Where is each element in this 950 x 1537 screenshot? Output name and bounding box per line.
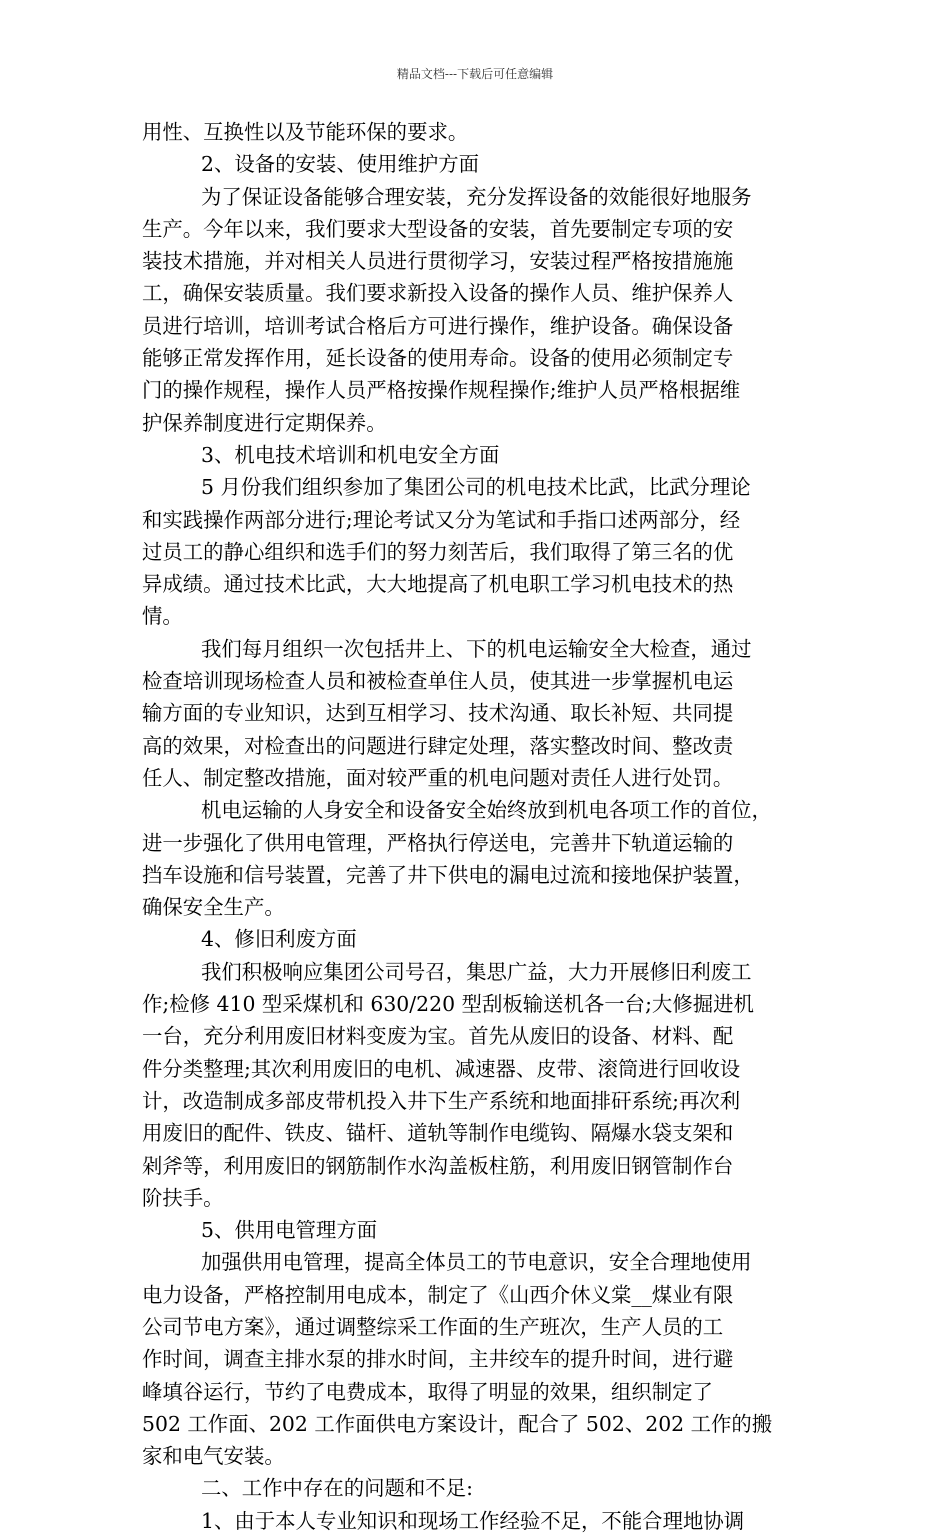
text-line: 装技术措施，并对相关人员进行贯彻学习，安装过程严格按措施施 [142, 249, 734, 274]
text-line: 进一步强化了供用电管理，严格执行停送电，完善井下轨道运输的 [142, 830, 734, 855]
text-line: 502 工作面、202 工作面供电方案设计，配合了 502、202 工作的搬 [142, 1411, 773, 1436]
text-line: 电力设备，严格控制用电成本，制定了《山西介休义棠__煤业有限 [142, 1282, 734, 1307]
text-line: 过员工的静心组织和选手们的努力刻苦后，我们取得了第三名的优 [142, 539, 734, 564]
text-line: 3、机电技术培训和机电安全方面 [201, 442, 500, 467]
text-line: 一台，充分利用废旧材料变废为宝。首先从废旧的设备、材料、配 [142, 1024, 734, 1049]
text-line: 任人、制定整改措施，面对较严重的机电问题对责任人进行处罚。 [142, 765, 734, 790]
text-line: 护保养制度进行定期保养。 [142, 410, 387, 435]
text-line: 高的效果，对检查出的问题进行肆定处理，落实整改时间、整改责 [142, 733, 734, 758]
text-line: 阶扶手。 [142, 1185, 224, 1210]
text-line: 二、工作中存在的问题和不足: [201, 1476, 473, 1501]
text-line: 门的操作规程，操作人员严格按操作规程操作;维护人员严格根据维 [142, 378, 741, 403]
text-line: 工，确保安装质量。我们要求新投入设备的操作人员、维护保养人 [142, 281, 734, 306]
text-line: 5、供用电管理方面 [201, 1218, 378, 1243]
text-line: 件分类整理;其次利用废旧的电机、减速器、皮带、滚筒进行回收设 [142, 1056, 741, 1081]
text-line: 作;检修 410 型采煤机和 630/220 型刮板输送机各一台;大修掘进机 [142, 992, 754, 1017]
text-line: 生产。今年以来，我们要求大型设备的安装，首先要制定专项的安 [142, 216, 734, 241]
text-line: 5 月份我们组织参加了集团公司的机电技术比武，比武分理论 [201, 475, 751, 500]
text-line: 1、由于本人专业知识和现场工作经验不足，不能合理地协调 [201, 1508, 745, 1533]
text-line: 能够正常发挥作用，延长设备的使用寿命。设备的使用必须制定专 [142, 346, 734, 371]
text-line: 加强供用电管理，提高全体员工的节电意识，安全合理地使用 [201, 1250, 752, 1275]
text-line: 4、修旧利废方面 [201, 927, 357, 952]
text-line: 情。 [142, 604, 183, 629]
text-line: 员进行培训，培训考试合格后方可进行操作，维护设备。确保设备 [142, 313, 734, 338]
text-line: 检查培训现场检查人员和被检查单住人员，使其进一步掌握机电运 [142, 669, 734, 694]
text-line: 异成绩。通过技术比武，大大地提高了机电职工学习机电技术的热 [142, 572, 734, 597]
text-line: 输方面的专业知识，达到互相学习、技术沟通、取长补短、共同提 [142, 701, 734, 726]
text-line: 家和电气安装。 [142, 1444, 285, 1469]
text-line: 挡车设施和信号装置，完善了井下供电的漏电过流和接地保护装置， [142, 862, 754, 887]
text-line: 和实践操作两部分进行;理论考试又分为笔试和手指口述两部分，经 [142, 507, 741, 532]
text-line: 2、设备的安装、使用维护方面 [201, 152, 480, 177]
text-line: 为了保证设备能够合理安装，充分发挥设备的效能很好地服务 [201, 184, 752, 209]
text-line: 公司节电方案》，通过调整综采工作面的生产班次，生产人员的工 [142, 1314, 724, 1339]
text-line: 峰填谷运行，节约了电费成本，取得了明显的效果，组织制定了 [142, 1379, 713, 1404]
text-line: 用废旧的配件、铁皮、锚杆、道轨等制作电缆钩、隔爆水袋支架和 [142, 1121, 734, 1146]
text-line: 我们积极响应集团公司号召，集思广益，大力开展修旧利废工 [201, 959, 752, 984]
document-body [142, 116, 814, 1537]
text-line: 我们每月组织一次包括井上、下的机电运输安全大检查，通过 [201, 636, 752, 661]
text-line: 剁斧等，利用废旧的钢筋制作水沟盖板柱筋，利用废旧钢管制作台 [142, 1153, 734, 1178]
page-header: 精品文档---下载后可任意编辑 [396, 67, 554, 81]
text-line: 用性、互换性以及节能环保的要求。 [142, 120, 469, 144]
text-line: 确保安全生产。 [142, 895, 285, 920]
text-line: 计，改造制成多部皮带机投入井下生产系统和地面排矸系统;再次利 [142, 1088, 741, 1113]
text-line: 作时间，调查主排水泵的排水时间，主井绞车的提升时间，进行避 [142, 1347, 734, 1372]
text-line: 机电运输的人身安全和设备安全始终放到机电各项工作的首位， [201, 798, 772, 823]
